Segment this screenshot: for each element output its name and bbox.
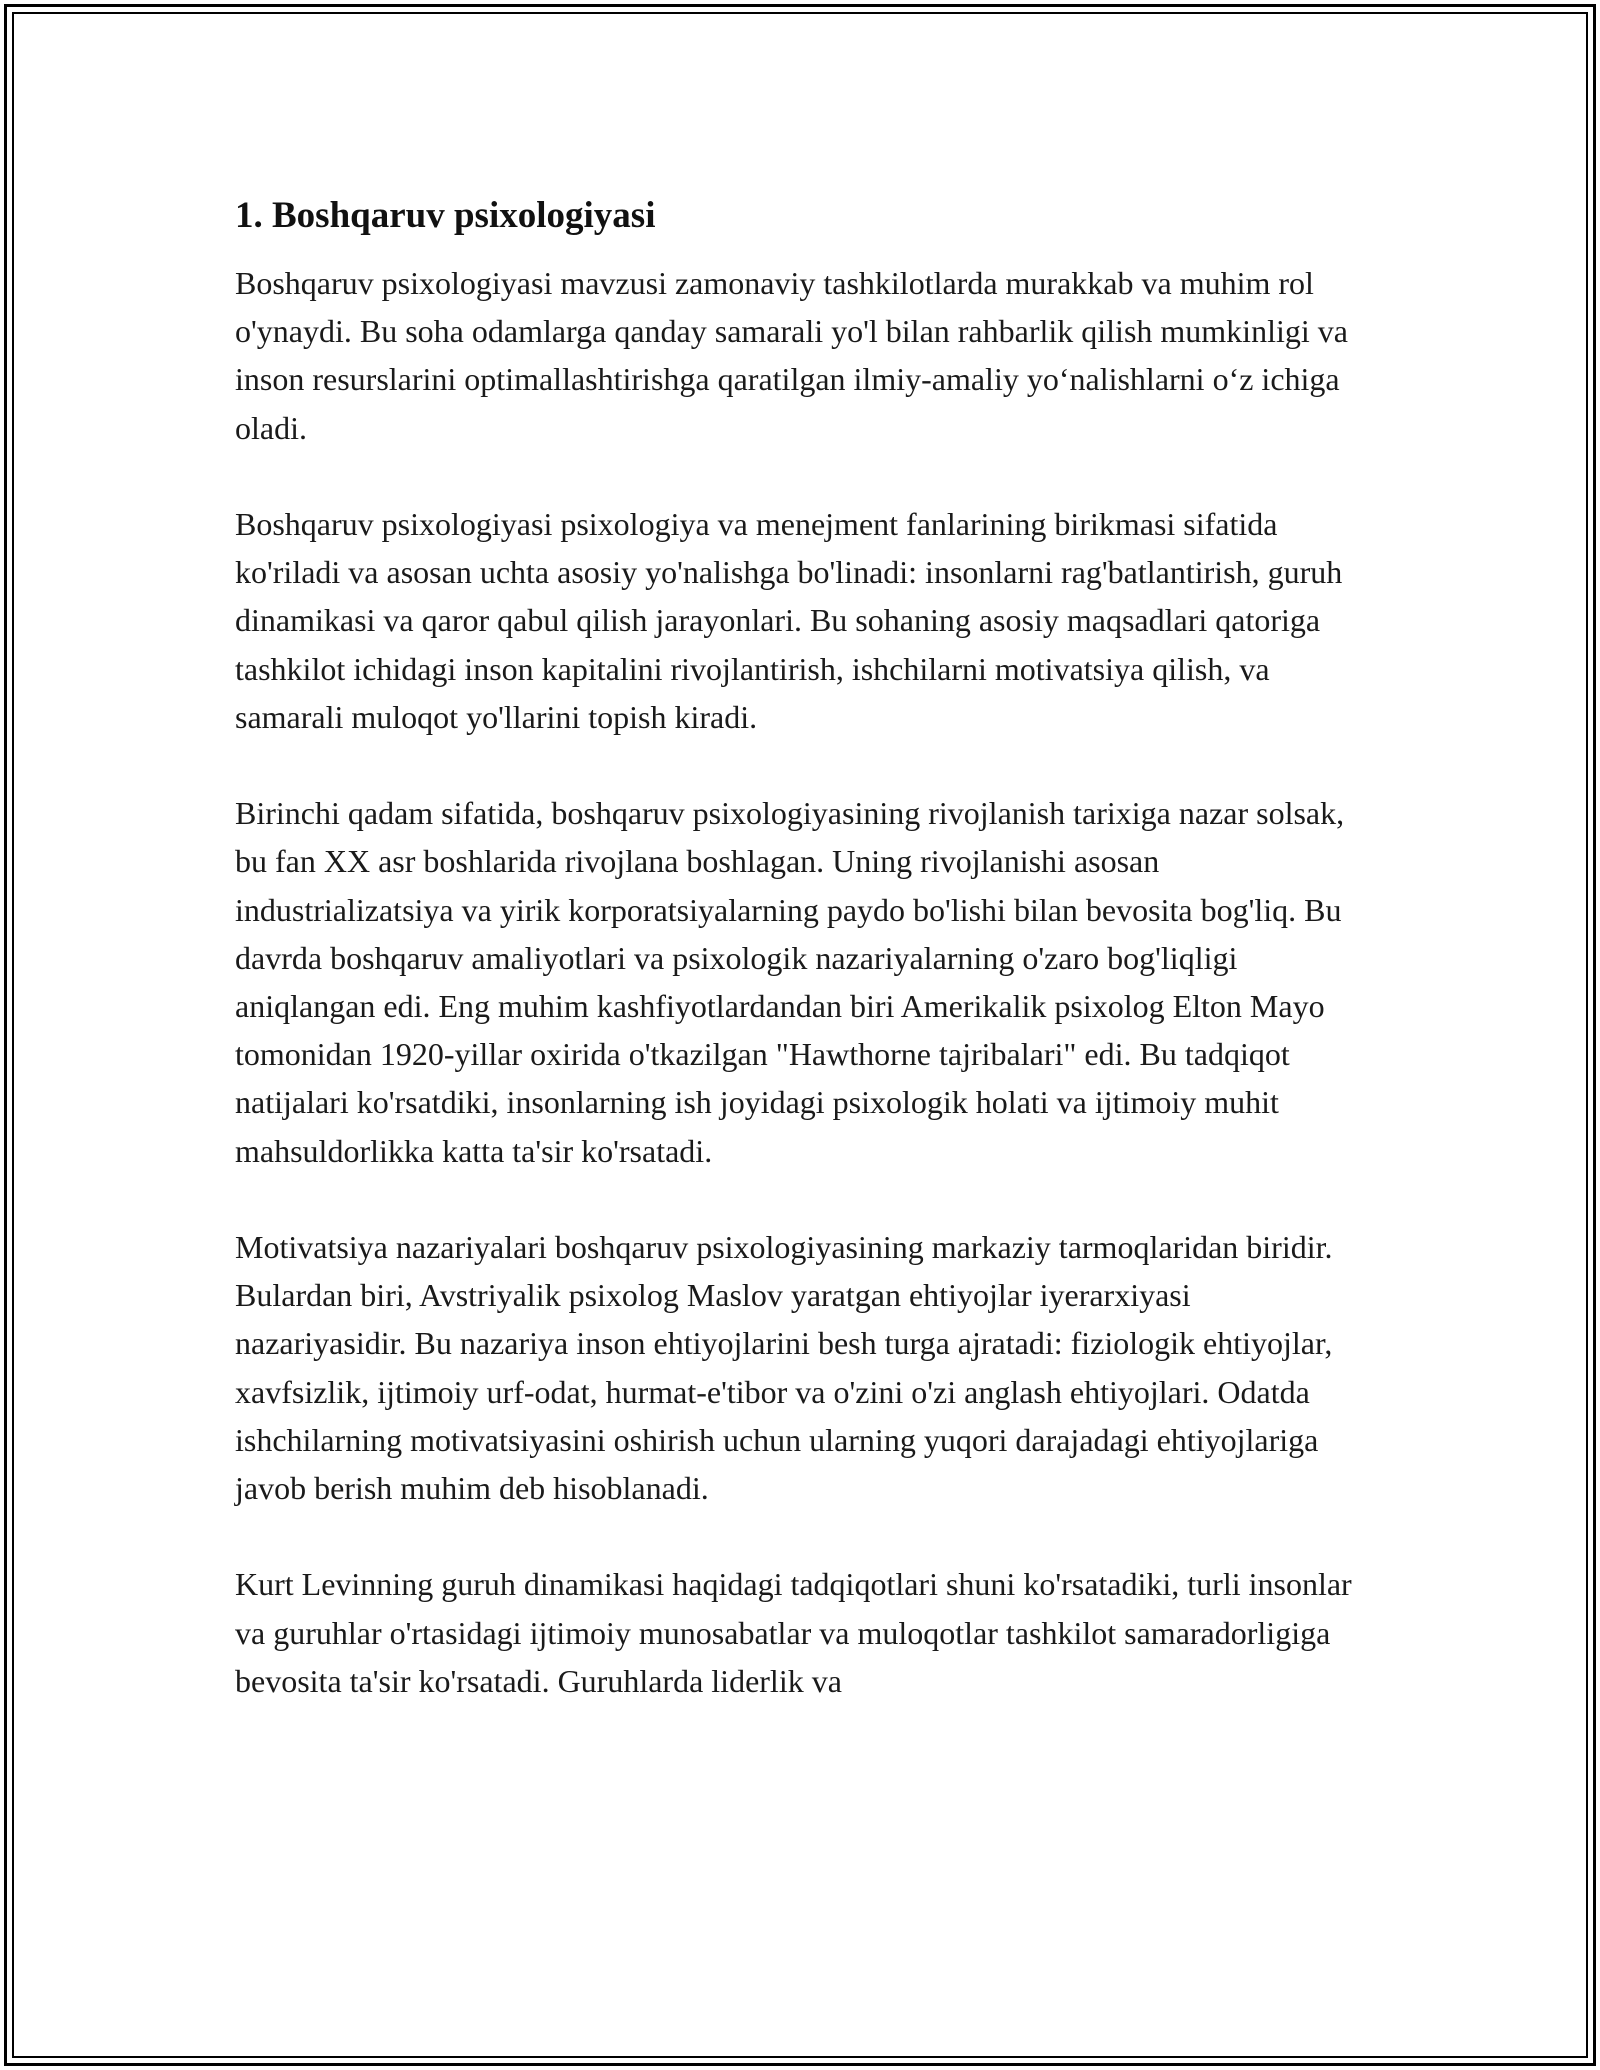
paragraph-history: Birinchi qadam sifatida, boshqaruv psixologiyasining rivojlanish tarixiga nazar solsak, bu fan XX asr boshlarida rivojlana boshlagan. Uning rivojlanishi asosan industrializatsiya va yirik korporatsiyalarning paydo bo'lishi bilan bevosita bog'liq. Bu davrda boshqaruv amaliyotlari va psixologik nazariyalarning o'zaro bog'liqligi aniqlangan edi. Eng muhim kashfiyotlardandan biri Amerikalik psixolog Elton Mayo tomonidan 1920-yillar oxirida o'tkazilgan "Hawthorne tajribalari" edi. Bu tadqiqot natijalari ko'rsatdiki, insonlarning ish joyidagi psixologik holati va ijtimoiy muhit mahsuldorlikka katta ta'sir ko'rsatadi. [235,795,1345,1169]
document-body [235,185,1370,1753]
paragraph-definition: Boshqaruv psixologiyasi psixologiya va menejment fanlarining birikmasi sifatida ko'riladi va asosan uchta asosiy yo'nalishga bo'linadi: insonlarni rag'batlantirish, guruh dinamikasi va qaror qabul qilish jarayonlari. Bu sohaning asosiy maqsadlari qatoriga tashkilot ichidagi inson kapitalini rivojlantirish, ishchilarni motivatsiya qilish, va samarali muloqot yo'llarini topish kiradi. [235,506,1343,735]
section-heading: 1. Boshqaruv psixologiyasi [235,195,656,236]
paragraph-group-dynamics: Kurt Levinning guruh dinamikasi haqidagi tadqiqotlari shuni ko'rsatadiki, turli insonlar va guruhlar o'rtasidagi ijtimoiy munosabatlar va muloqotlar tashkilot samaradorligiga bevosita ta'sir ko'rsatadi. Guruhlarda liderlik va [235,1566,1352,1699]
paragraph-motivation: Motivatsiya nazariyalari boshqaruv psixologiyasining markaziy tarmoqlaridan biridir. Bulardan biri, Avstriyalik psixolog Maslov yaratgan ehtiyojlar iyerarxiyasi nazariyasidir. Bu nazariya inson ehtiyojlarini besh turga ajratadi: fiziologik ehtiyojlar, xavfsizlik, ijtimoiy urf-odat, hurmat-e'tibor va o'zini o'zi anglash ehtiyojlari. Odatda ishchilarning motivatsiyasini oshirish uchun ularning yuqori darajadagi ehtiyojlariga javob berish muhim deb hisoblanadi. [235,1229,1333,1507]
paragraph-intro: Boshqaruv psixologiyasi mavzusi zamonaviy tashkilotlarda murakkab va muhim rol o'ynaydi. Bu soha odamlarga qanday samarali yo'l bilan rahbarlik qilish mumkinligi va inson resurslarini optimallashtirishga qaratilgan ilmiy-amaliy yo‘nalishlarni o‘z ichiga oladi. [235,265,1348,446]
